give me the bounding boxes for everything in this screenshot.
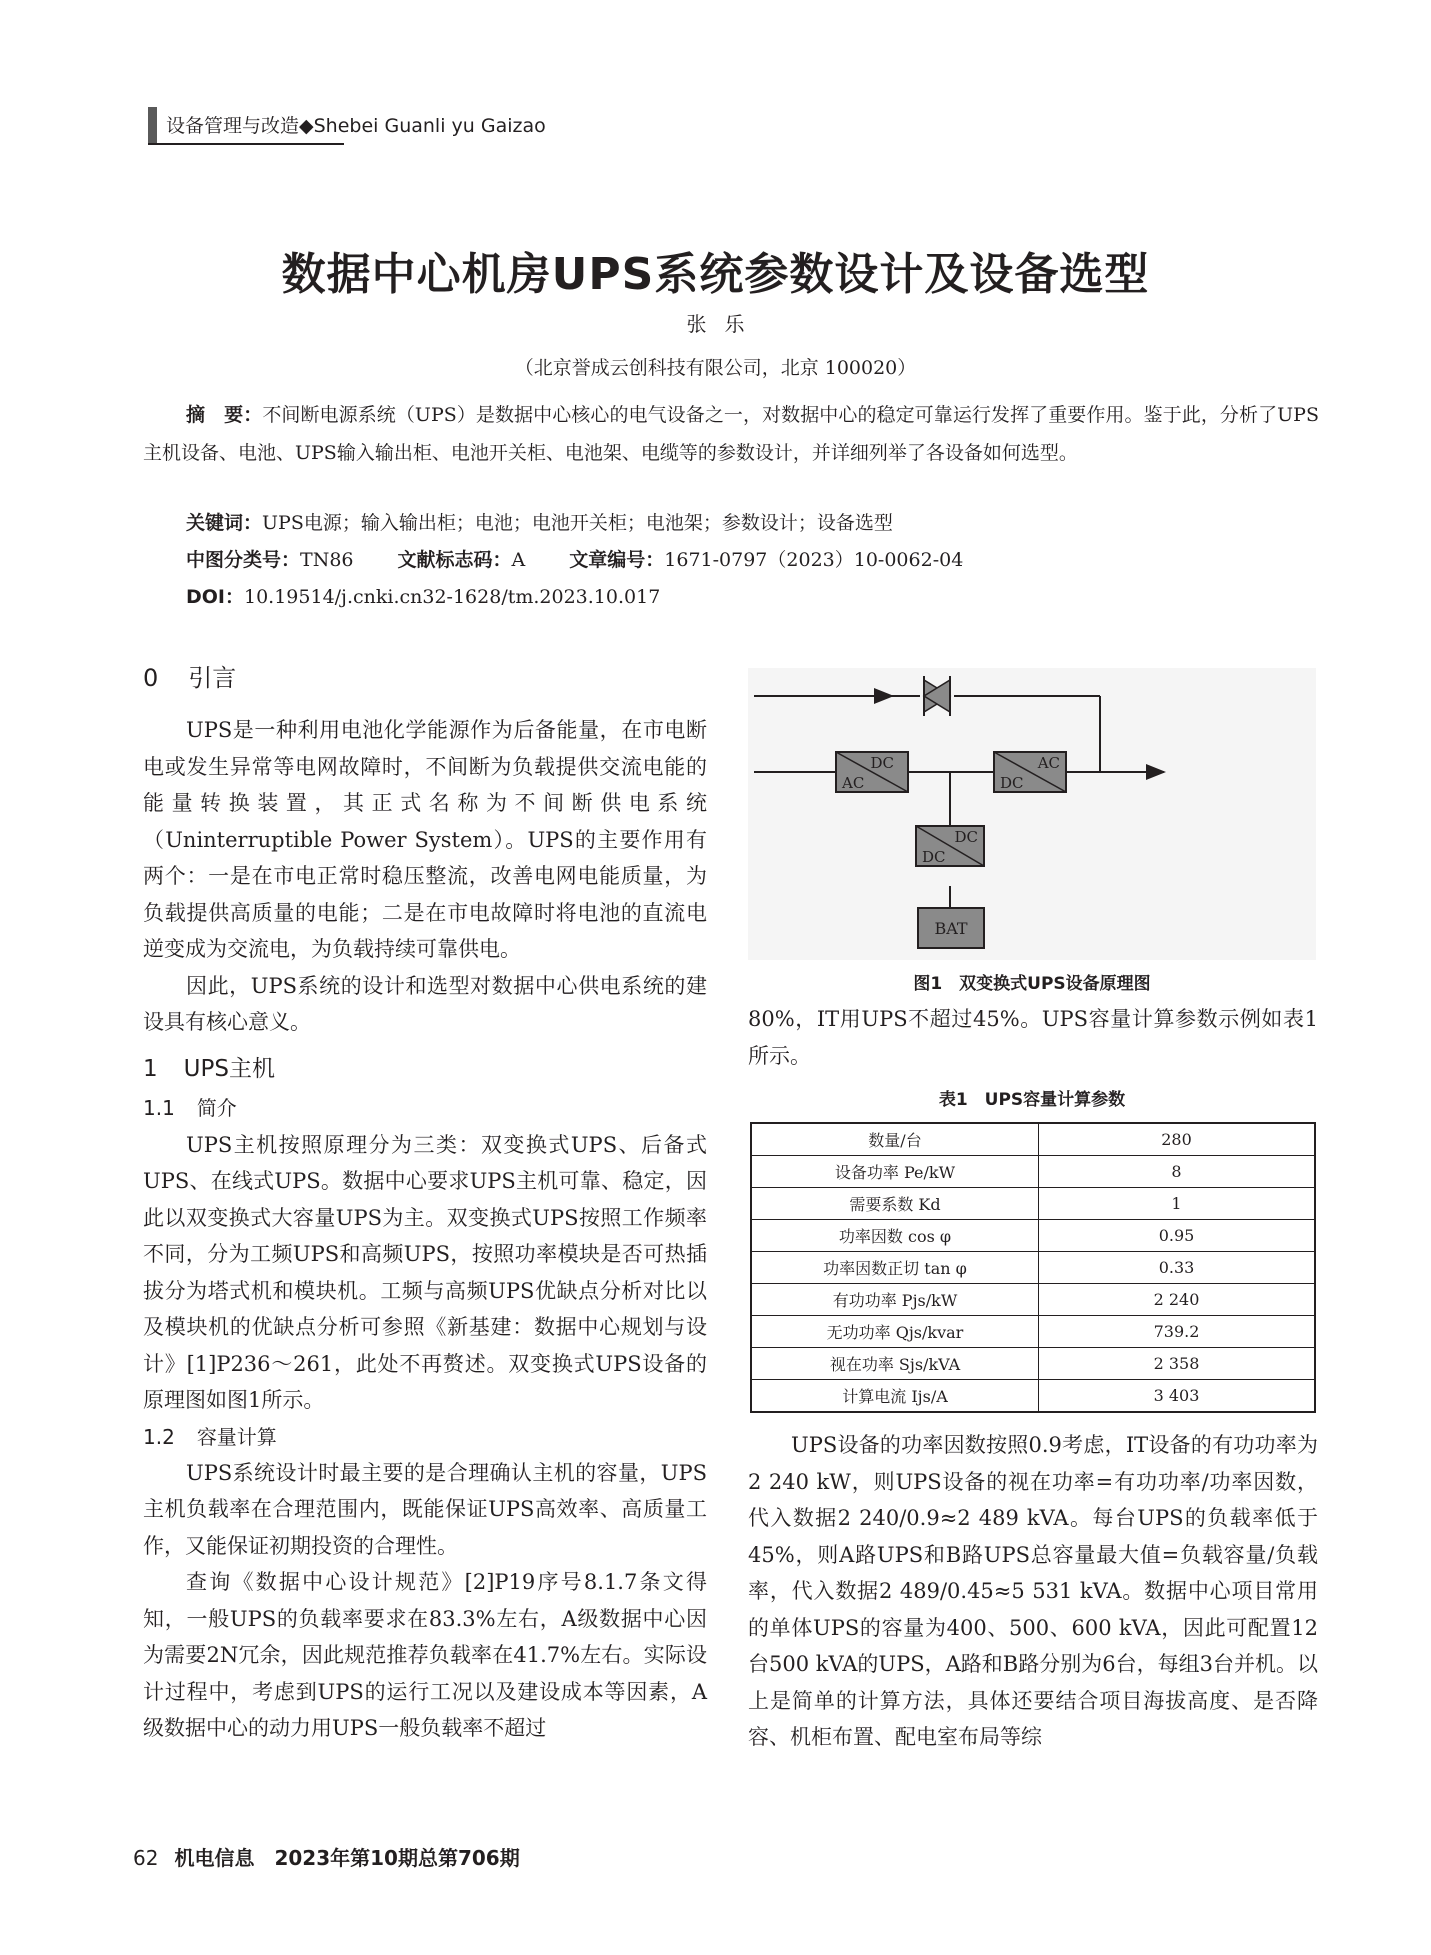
table-row bbox=[751, 1156, 1315, 1188]
keywords-text: UPS电源；输入输出柜；电池；电池开关柜；电池架；参数设计；设备选型 bbox=[262, 512, 893, 534]
table-row bbox=[751, 1348, 1315, 1380]
dcdc-bottom-label: DC bbox=[922, 848, 946, 866]
battery-label: BAT bbox=[934, 919, 968, 938]
dcdc-block bbox=[916, 826, 984, 866]
header-underline bbox=[148, 143, 344, 145]
table-row bbox=[751, 1252, 1315, 1284]
page-footer bbox=[133, 1842, 520, 1871]
paragraph: 查询《数据中心设计规范》[2]P19序号8.1.7条文得知，一般UPS的负载率要求在83.3%左右，A级数据中心因为需要2N冗余，因此规范推荐负载率在41.7%左右。实际设计过程中，考虑到UPS的运行工况以及建设成本等因素，A级数据中心的动力用UPS一般负载率不超过 bbox=[143, 1570, 707, 1740]
section-number: 0 bbox=[143, 664, 159, 692]
paragraph: 因此，UPS系统的设计和选型对数据中心供电系统的建设具有核心意义。 bbox=[143, 973, 707, 1034]
table-caption: 表1 UPS容量计算参数 bbox=[938, 1090, 1126, 1110]
paragraph: 80%，IT用UPS不超过45%。UPS容量计算参数示例如表1所示。 bbox=[748, 1007, 1318, 1068]
section-heading-1 bbox=[143, 1049, 707, 1089]
abstract bbox=[143, 396, 1319, 472]
section-title: 简介 bbox=[196, 1095, 237, 1120]
article-title: 数据中心机房UPS系统参数设计及设备选型 bbox=[281, 249, 1150, 300]
doi-value: 10.19514/j.cnki.cn32-1628/tm.2023.10.017 bbox=[244, 586, 661, 608]
table-cell-label: 功率因数正切 tan φ bbox=[751, 1252, 1039, 1284]
inverter-block bbox=[994, 752, 1066, 792]
table-cell-value: 2 240 bbox=[1039, 1284, 1316, 1316]
clc-label: 中图分类号： bbox=[186, 549, 301, 571]
section-heading-1-1 bbox=[143, 1089, 707, 1127]
right-column-top bbox=[748, 1001, 1318, 1074]
section-title: 引言 bbox=[188, 664, 237, 692]
table-cell-label: 计算电流 Ijs/A bbox=[751, 1380, 1039, 1413]
table-cell-value: 2 358 bbox=[1039, 1348, 1316, 1380]
table-cell-value: 739.2 bbox=[1039, 1316, 1316, 1348]
rectifier-input-label: AC bbox=[842, 774, 865, 792]
paragraph: UPS设备的功率因数按照0.9考虑，IT设备的有功功率为2 240 kW，则UPS设备的视在功率=有功功率/功率因数，代入数据2 240/0.9≈2 489 kVA。每台UPS的负载率低于45%，则A路UPS和B路UPS总容量最大值=负载容量/负载率，代入数据2 489/0.45≈5 531 kVA。数据中心项目常用的单体UPS的容量为400、500、600 kVA，因此可配置12台500 kVA的UPS，A路和B路分别为6台，每组3台并机。以上是简单的计算方法，具体还要结合项目海拔高度、是否降容、机柜布置、配电室布局等综 bbox=[748, 1433, 1318, 1749]
abstract-label: 摘 要： bbox=[186, 404, 263, 426]
table-cell-label: 无功功率 Qjs/kvar bbox=[751, 1316, 1039, 1348]
table-cell-label: 有功功率 Pjs/kW bbox=[751, 1284, 1039, 1316]
header-bar bbox=[148, 107, 157, 143]
doc-code-label: 文献标志码： bbox=[397, 549, 512, 571]
affiliation: （北京誉成云创科技有限公司，北京 100020） bbox=[514, 357, 917, 379]
table-cell-value: 0.95 bbox=[1039, 1220, 1316, 1252]
table-row bbox=[751, 1316, 1315, 1348]
table-row bbox=[751, 1220, 1315, 1252]
figure-caption: 图1 双变换式UPS设备原理图 bbox=[913, 974, 1151, 994]
battery-block bbox=[918, 908, 984, 948]
table-cell-label: 视在功率 Sjs/kVA bbox=[751, 1348, 1039, 1380]
page-number: 62 bbox=[133, 1846, 159, 1870]
table-row bbox=[751, 1284, 1315, 1316]
author: 张乐 bbox=[686, 312, 763, 336]
section-number: 1.1 bbox=[143, 1095, 175, 1120]
table-cell-value: 3 403 bbox=[1039, 1380, 1316, 1413]
keywords-label: 关键词： bbox=[186, 512, 263, 534]
ups-schematic bbox=[748, 668, 1316, 960]
paragraph: UPS主机按照原理分为三类：双变换式UPS、后备式UPS、在线式UPS。数据中心要求UPS主机可靠、稳定，因此以双变换式大容量UPS为主。双变换式UPS按照工作频率不同，分为工频UPS和高频UPS，按照功率模块是否可热插拔分为塔式机和模块机。工频与高频UPS优缺点分析对比以及模块机的优缺点分析可参照《新基建：数据中心规划与设计》[1]P236～261，此处不再赘述。双变换式UPS设备的原理图如图1所示。 bbox=[143, 1132, 707, 1412]
table-cell-label: 需要系数 Kd bbox=[751, 1188, 1039, 1220]
table-cell-label: 功率因数 cos φ bbox=[751, 1220, 1039, 1252]
table-row bbox=[751, 1188, 1315, 1220]
table-cell-value: 1 bbox=[1039, 1188, 1316, 1220]
dcdc-top-label: DC bbox=[954, 828, 978, 846]
table-cell-value: 8 bbox=[1039, 1156, 1316, 1188]
running-header: 设备管理与改造◆Shebei Guanli yu Gaizao bbox=[166, 115, 546, 137]
table-row bbox=[751, 1123, 1315, 1156]
section-title: UPS主机 bbox=[183, 1055, 275, 1082]
right-column-bottom bbox=[748, 1427, 1318, 1756]
section-number: 1 bbox=[143, 1055, 158, 1082]
section-number: 1.2 bbox=[143, 1424, 175, 1449]
section-heading-0 bbox=[143, 660, 707, 696]
clc-value: TN86 bbox=[300, 549, 354, 571]
figure-1 bbox=[748, 668, 1316, 960]
classification bbox=[186, 545, 963, 572]
inverter-input-label: DC bbox=[1000, 774, 1024, 792]
section-heading-1-2 bbox=[143, 1419, 707, 1455]
paragraph: UPS系统设计时最主要的是合理确认主机的容量，UPS主机负载率在合理范围内，既能保证UPS高效率、高质量工作，又能保证初期投资的合理性。 bbox=[143, 1460, 707, 1558]
paragraph: UPS是一种利用电池化学能源作为后备能量，在市电断电或发生异常等电网故障时，不间断为负载提供交流电能的能量转换装置，其正式名称为不间断供电系统（Uninterruptible Power System）。UPS的主要作用有两个：一是在市电正常时稳压整流，改善电网电能质量，为负载提供高质量的电能；二是在市电故障时将电池的直流电逆变成为交流电，为负载持续可靠供电。 bbox=[143, 718, 707, 961]
abstract-text: 不间断电源系统（UPS）是数据中心核心的电气设备之一，对数据中心的稳定可靠运行发挥了重要作用。鉴于此，分析了UPS主机设备、电池、UPS输入输出柜、电池开关柜、电池架、电缆等的参数设计，并详细列举了各设备如何选型。 bbox=[143, 404, 1319, 464]
table-cell-label: 设备功率 Pe/kW bbox=[751, 1156, 1039, 1188]
left-column bbox=[143, 660, 707, 1747]
rectifier-output-label: DC bbox=[870, 754, 894, 772]
table-ups-params bbox=[750, 1122, 1316, 1413]
doi-label: DOI： bbox=[186, 586, 244, 608]
static-switch-icon bbox=[920, 676, 954, 716]
rectifier-block bbox=[836, 752, 908, 792]
journal-issue: 机电信息 2023年第10期总第706期 bbox=[174, 1846, 520, 1870]
table-cell-label: 数量/台 bbox=[751, 1123, 1039, 1156]
keywords bbox=[186, 508, 893, 535]
table-row bbox=[751, 1380, 1315, 1413]
table-cell-value: 0.33 bbox=[1039, 1252, 1316, 1284]
doc-code-value: A bbox=[511, 549, 526, 571]
doi bbox=[186, 582, 660, 609]
article-number-value: 1671-0797（2023）10-0062-04 bbox=[664, 549, 964, 571]
article-number-label: 文章编号： bbox=[569, 549, 665, 571]
table-cell-value: 280 bbox=[1039, 1123, 1316, 1156]
inverter-output-label: AC bbox=[1037, 754, 1060, 772]
section-title: 容量计算 bbox=[196, 1424, 277, 1449]
